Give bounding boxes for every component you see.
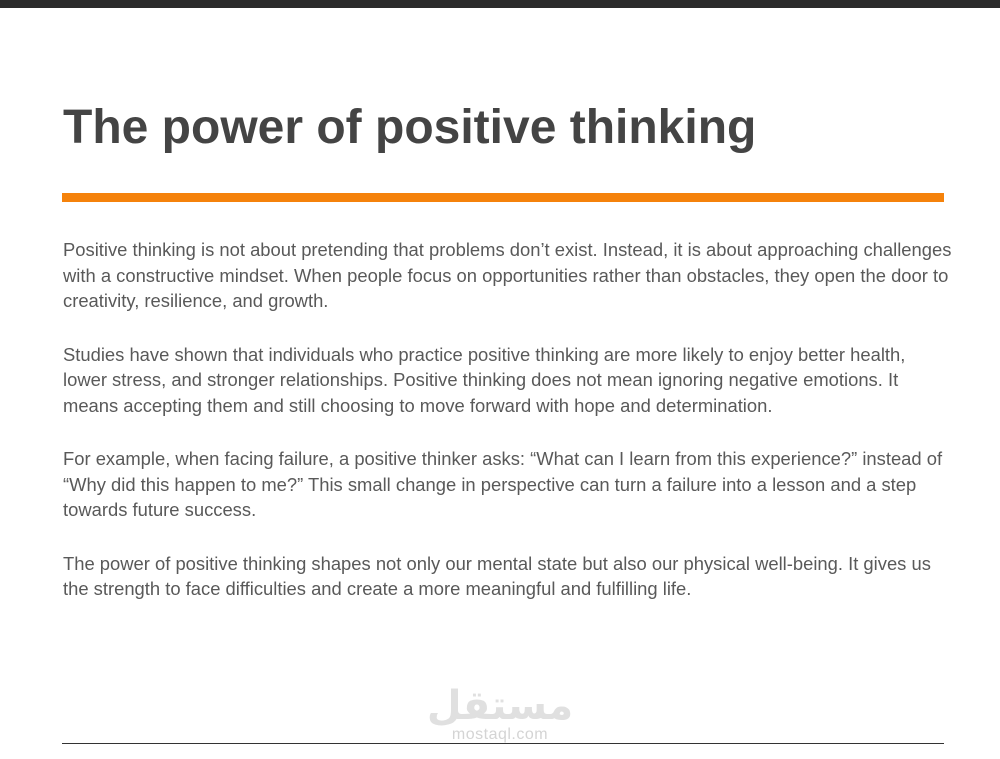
watermark-logo [420, 683, 580, 744]
window-top-bar [0, 0, 1000, 8]
paragraph-4: The power of positive thinking shapes not only our mental state but also our physical well-being. It gives us the strength to face difficulties and create a more meaningful and fulfilling life. [63, 552, 931, 599]
title-underline-rule [62, 193, 944, 202]
paragraph-2: Studies have shown that individuals who practice positive thinking are more likely to enjoy better health, lower stress, and stronger relationships. Positive thinking does not mean ignoring negative emotions. It means accepting them and still choosing to move forward with hope and determination. [63, 343, 906, 416]
document-body [63, 237, 953, 630]
paragraph-3: For example, when facing failure, a positive thinker asks: “What can I learn from this experience?” instead of “Why did this happen to me?” This small change in perspective can turn a failure into a lesson and a step towards future success. [63, 448, 943, 520]
footer-rule [62, 743, 944, 744]
watermark-site: mostaql.com [451, 726, 549, 743]
document-page [0, 8, 1000, 759]
watermark-logo-text: مستقل [426, 683, 574, 729]
paragraph-1: Positive thinking is not about pretending that problems don’t exist. Instead, it is about approaching challenges with a constructive mindset. When people focus on opportunities rather than obstacles, they open the door to creativity, resilience, and growth. [63, 239, 952, 311]
document-title: The power of positive thinking [63, 101, 757, 154]
